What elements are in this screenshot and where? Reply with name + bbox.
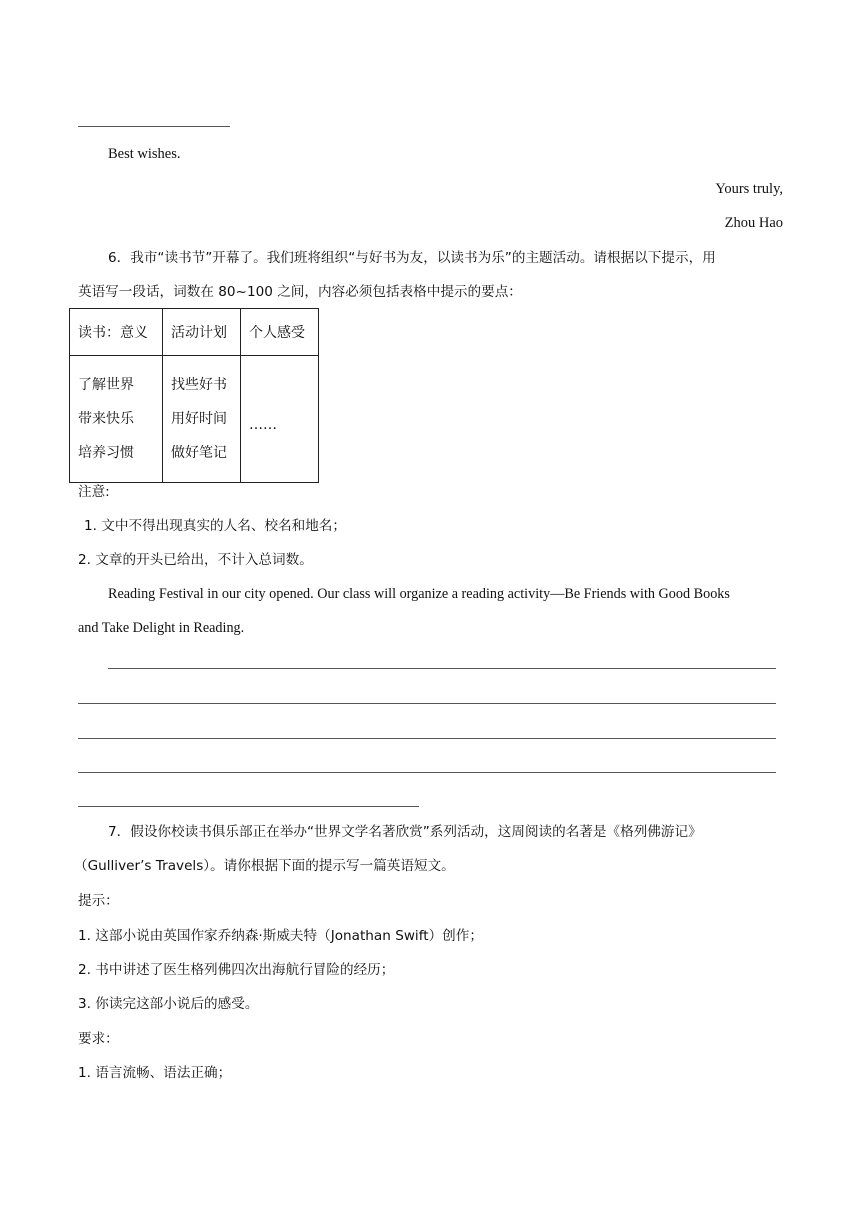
answer-line [78,703,776,704]
hints-title: 提示： [78,893,119,909]
requirement-1: 1. 语言流畅、语法正确； [78,1065,232,1081]
table-header-row [70,309,319,356]
letter-closing: Best wishes. [108,146,181,162]
table-cell-item: 带来快乐 [78,411,134,427]
table-cell-item: 培养习惯 [78,445,134,461]
letter-sign-off: Yours truly, [715,181,783,197]
table-cell-significance [70,356,163,483]
table-row [70,356,319,483]
opening-sentence-line-2: and Take Delight in Reading. [78,620,245,636]
answer-line [78,772,776,773]
question-6-line-1: 6．我市“读书节”开幕了。我们班将组织“与好书为友，以读书为乐”的主题活动。请根据以下提示，用 [108,250,716,266]
note-1: 1. 文中不得出现真实的人名、校名和地名； [84,518,346,534]
table-header-cell: 读书：意义 [70,309,163,356]
table-cell-item: 做好笔记 [171,445,227,461]
hint-1: 1. 这部小说由英国作家乔纳森·斯威夫特（Jonathan Swift）创作； [78,928,483,944]
requirements-title: 要求： [78,1031,119,1047]
table-cell-feelings: …… [241,356,319,483]
hint-2: 2. 书中讲述了医生格列佛四次出海航行冒险的经历； [78,962,395,978]
answer-line [108,668,776,669]
answer-line [78,126,230,127]
table-cell-item: 用好时间 [171,411,227,427]
writing-outline-table [69,308,319,483]
hint-3: 3. 你读完这部小说后的感受。 [78,996,259,1012]
answer-line [78,738,776,739]
table-cell-item: 了解世界 [78,377,134,393]
table-cell-plan [163,356,241,483]
question-7-line-1: 7．假设你校读书俱乐部正在举办“世界文学名著欣赏”系列活动，这周阅读的名著是《格列佛游记》 [108,824,702,840]
question-6-line-2: 英语写一段话，词数在 80~100 之间，内容必须包括表格中提示的要点： [78,284,522,300]
letter-signature: Zhou Hao [724,215,783,231]
table-header-cell: 活动计划 [163,309,241,356]
table-cell-item: 找些好书 [171,377,227,393]
answer-line [78,806,419,807]
table-header-cell: 个人感受 [241,309,319,356]
question-7-line-2: （Gulliver’s Travels）。请你根据下面的提示写一篇英语短文。 [74,858,455,874]
opening-sentence-line-1: Reading Festival in our city opened. Our class will organize a reading activity—Be Friends with Good Books [108,586,730,602]
note-2: 2. 文章的开头已给出，不计入总词数。 [78,552,313,568]
notes-title: 注意: [78,484,110,500]
